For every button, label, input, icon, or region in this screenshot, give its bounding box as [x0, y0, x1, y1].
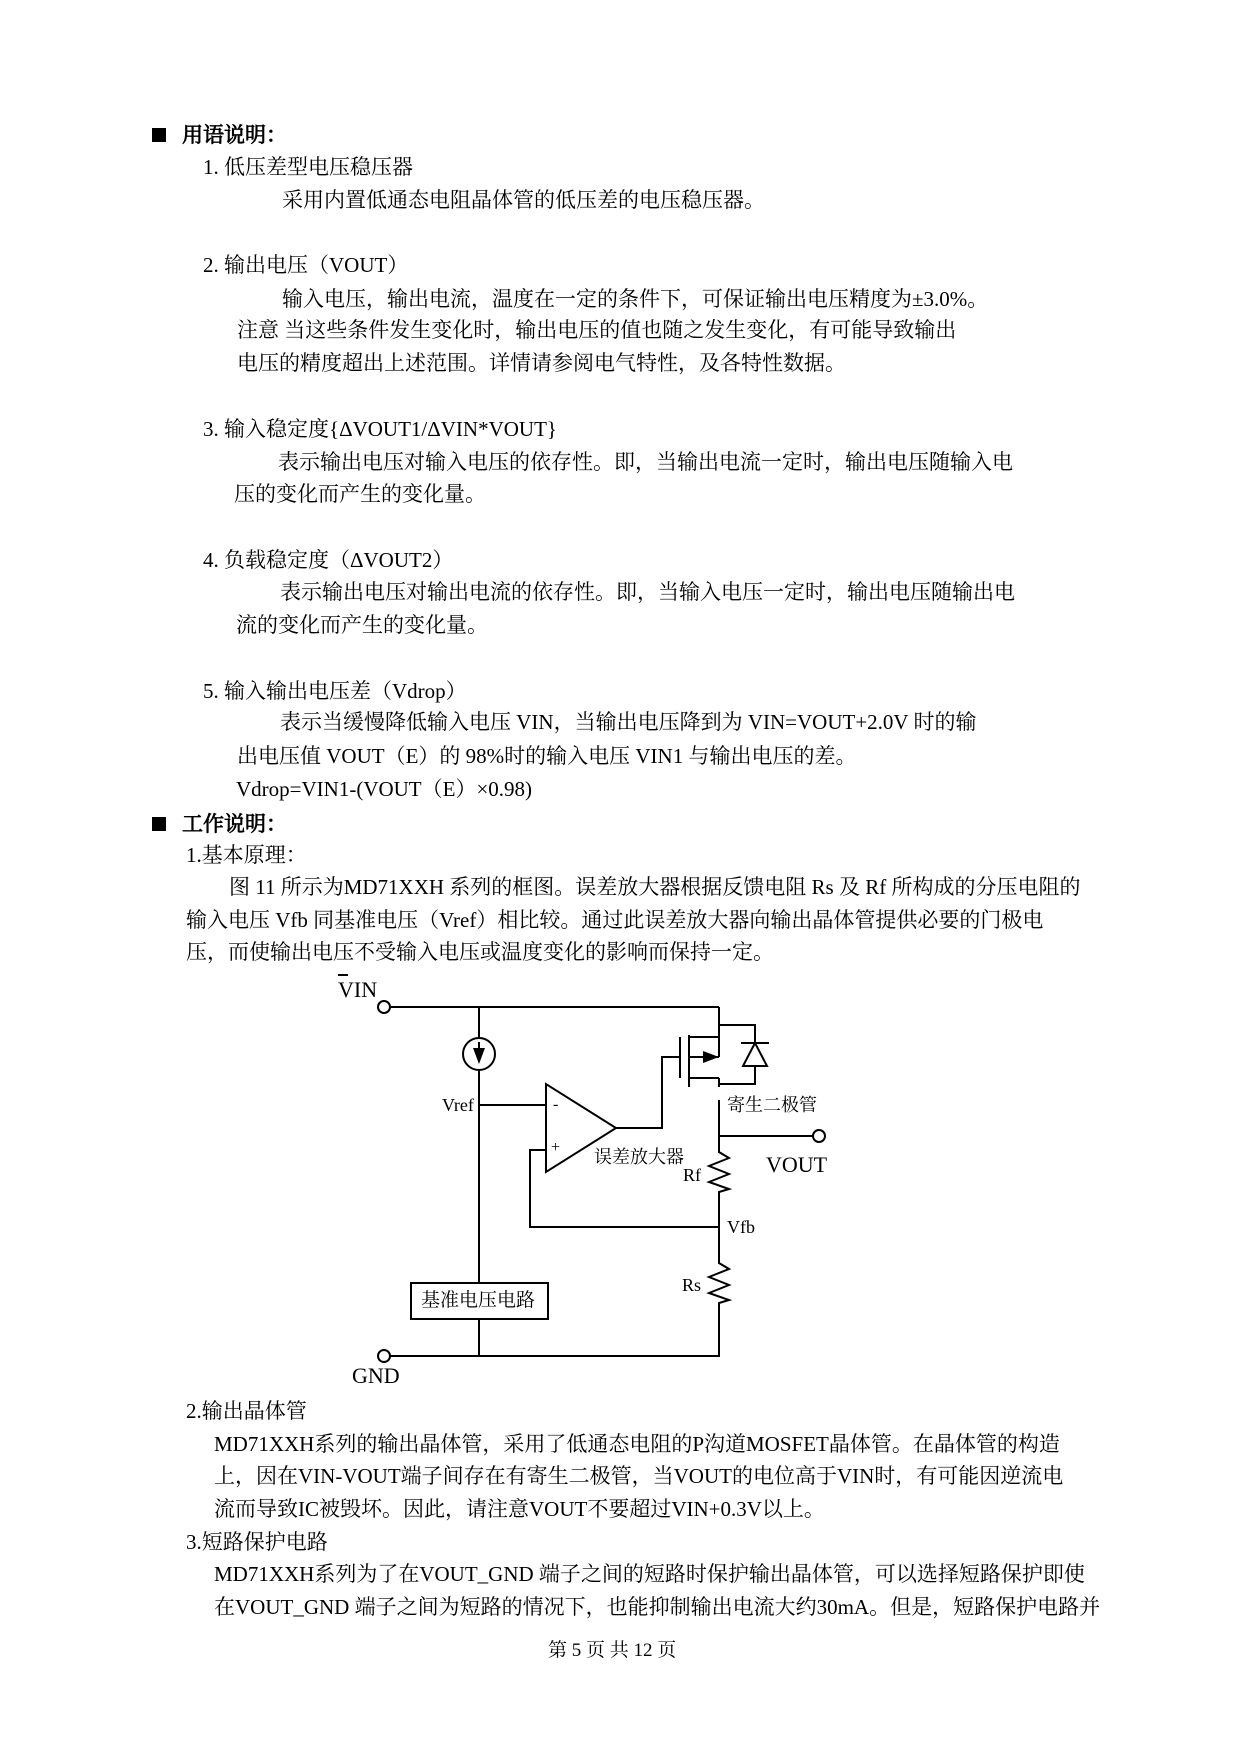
- subsection-title: 3.短路保护电路: [186, 1530, 328, 1554]
- term-title: 4. 负载稳定度（ΔVOUT2）: [203, 548, 454, 572]
- term-text: 表示输出电压对输出电流的依存性。即，当输入电压一定时，输出电压随输出电: [280, 580, 1015, 604]
- term-title: 2. 输出电压（VOUT）: [203, 253, 409, 277]
- term-title: 1. 低压差型电压稳压器: [203, 155, 413, 179]
- subsection-title: 1.基本原理：: [186, 843, 307, 867]
- body-text: 流而导致IC被毁坏。因此，请注意VOUT不要超过VIN+0.3V以上。: [214, 1497, 825, 1521]
- term-text: 表示输出电压对输入电压的依存性。即，当输出电流一定时，输出电压随输入电: [278, 450, 1013, 474]
- term-text: 流的变化而产生的变化量。: [236, 613, 488, 637]
- rs-resistor-icon: [709, 1258, 729, 1306]
- rf-resistor-icon: [709, 1147, 729, 1195]
- reference-block-label: 基准电压电路: [421, 1290, 536, 1311]
- vin-terminal: [378, 1001, 390, 1013]
- rs-label: Rs: [682, 1275, 702, 1295]
- current-source-icon: [463, 1038, 495, 1070]
- vref-label: Vref: [442, 1095, 474, 1115]
- subsection-title: 2.输出晶体管: [186, 1399, 307, 1423]
- gnd-terminal: [378, 1350, 390, 1362]
- term-text: 输入电压，输出电流，温度在一定的条件下，可保证输出电压精度为±3.0%。: [282, 287, 989, 311]
- gnd-label: GND: [352, 1363, 400, 1388]
- vin-label: VIN: [338, 977, 378, 1002]
- section-heading: 用语说明：: [182, 123, 287, 147]
- section-heading: 工作说明：: [182, 812, 287, 836]
- vfb-label: Vfb: [727, 1217, 755, 1237]
- body-text: 图 11 所示为MD71XXH 系列的框图。误差放大器根据反馈电阻 Rs 及 Rf 所构成的分压电阻的: [229, 875, 1081, 899]
- bullet-icon: [152, 128, 166, 142]
- page-footer: 第 5 页 共 12 页: [548, 1640, 677, 1661]
- amplifier-label: 误差放大器: [594, 1147, 684, 1167]
- term-text: 出电压值 VOUT（E）的 98%时的输入电压 VIN1 与输出电压的差。: [237, 744, 857, 768]
- body-text: 在VOUT_GND 端子之间为短路的情况下，也能抑制输出电流大约30mA。但是，短路保护电路并: [214, 1595, 1101, 1619]
- term-text: 电压的精度超出上述范围。详情请参阅电气特性，及各特性数据。: [237, 351, 846, 375]
- term-title: 3. 输入稳定度{ΔVOUT1/ΔVIN*VOUT}: [203, 417, 557, 441]
- diode-label: 寄生二极管: [727, 1095, 817, 1115]
- term-text: 注意 当这些条件发生变化时，输出电压的值也随之发生变化，有可能导致输出: [237, 318, 957, 342]
- term-text: 采用内置低通态电阻晶体管的低压差的电压稳压器。: [282, 188, 765, 212]
- term-text: Vdrop=VIN1-(VOUT（E）×0.98): [236, 777, 533, 801]
- body-text: 压，而使输出电压不受输入电压或温度变化的影响而保持一定。: [186, 940, 774, 964]
- body-text: 上，因在VIN-VOUT端子间存在有寄生二极管，当VOUT的电位高于VIN时，有可能因逆流电: [214, 1464, 1064, 1488]
- term-title: 5. 输入输出电压差（Vdrop）: [203, 679, 467, 703]
- minus-label: -: [553, 1096, 559, 1113]
- body-text: MD71XXH系列为了在VOUT_GND 端子之间的短路时保护输出晶体管，可以选择短路保护即使: [214, 1562, 1085, 1586]
- bullet-icon: [152, 817, 166, 831]
- term-text: 压的变化而产生的变化量。: [234, 482, 486, 506]
- body-text: MD71XXH系列的输出晶体管，采用了低通态电阻的P沟道MOSFET晶体管。在晶体管的构造: [214, 1432, 1060, 1456]
- vout-terminal: [813, 1130, 825, 1142]
- vout-label: VOUT: [766, 1152, 828, 1177]
- term-text: 表示当缓慢降低输入电压 VIN，当输出电压降到为 VIN=VOUT+2.0V 时的输: [280, 710, 977, 734]
- body-text: 输入电压 Vfb 同基准电压（Vref）相比较。通过此误差放大器向输出晶体管提供必要的门极电: [186, 908, 1044, 932]
- rf-label: Rf: [683, 1165, 701, 1185]
- plus-label: +: [551, 1139, 561, 1156]
